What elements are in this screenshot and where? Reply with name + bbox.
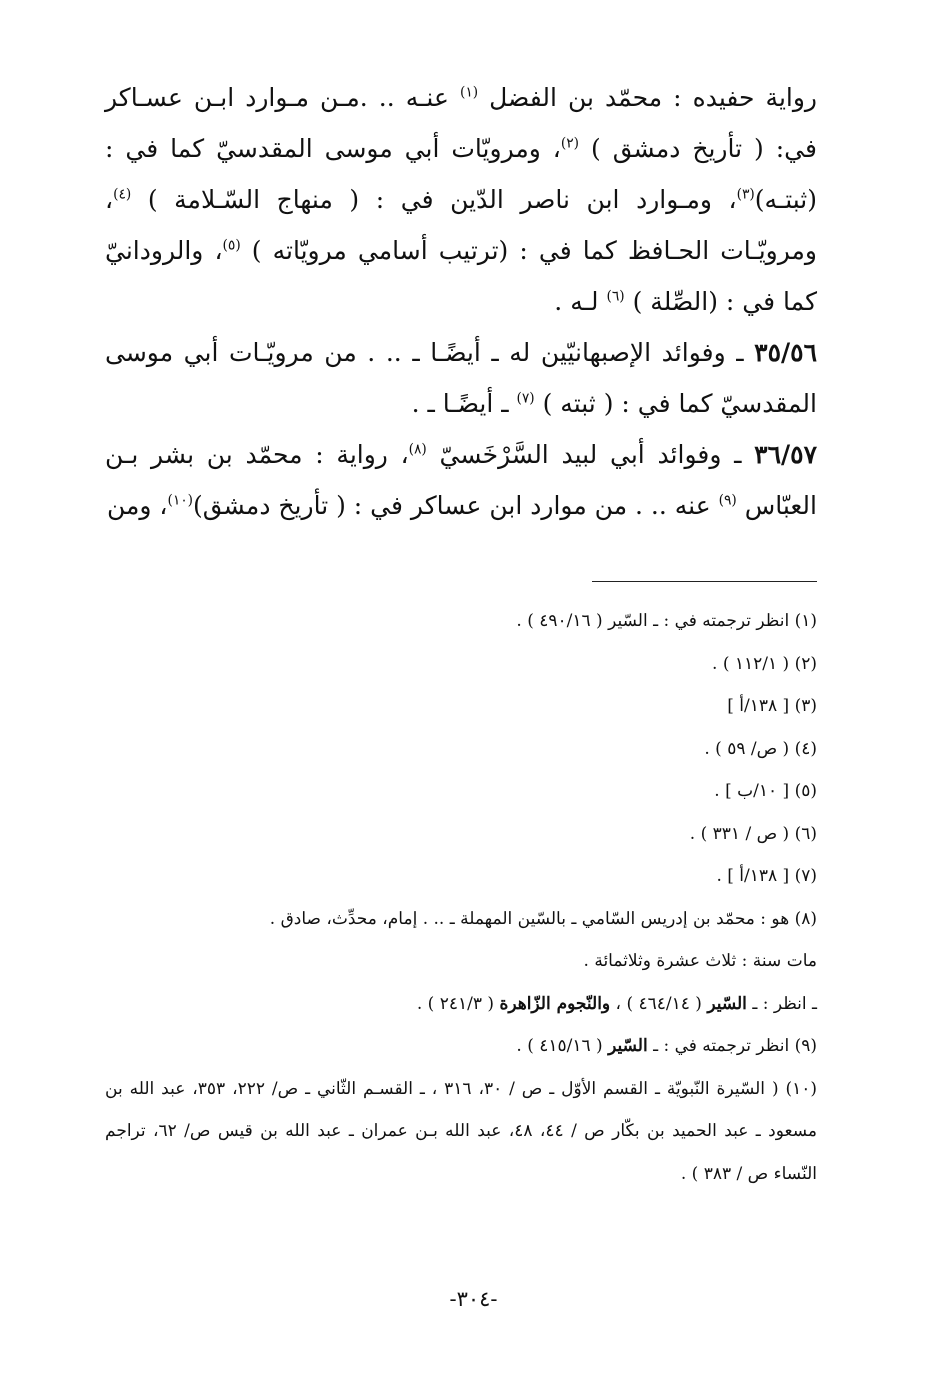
footnote-3: (٣) [ ١٣٨/أ ] <box>727 696 817 716</box>
footnotes <box>105 600 817 1195</box>
footnote-ref-10: (١٠) <box>167 492 194 509</box>
book-title: السّير <box>608 1036 648 1056</box>
footnote-8: (٨) هو : محمّد بن إدريس السّامي ـ بالسّين المهملة ـ .. . إمام، محدِّث، صادق . <box>269 908 817 929</box>
footnote-4: (٤) ( ص/ ٥٩ ) . <box>704 738 817 759</box>
footnote-ref-1: (١) <box>459 84 479 101</box>
paragraph-continuation: رواية حفيده : محمّد بن الفضل $^{(١)}$ عنـه .. .مـن مـوارد ابـن عسـاكر في: ( تأريخ دمشق ) $^{(٢)}$، ومرويّات أبي موسى المقدسيّ كما في : (ثبتـه)$^{(٣)}$، ومـوارد ابن ناصر الدّين في : ( منهاج السّـلامة ) $^{(٤)}$، ومرويّـات الحـافظ كما في : (ترتيب أسامي مرويّاته ) $^{(٥)}$، والرودانيّ كما في : (الصِّلة ) $^{(٦)}$ لـه . <box>105 83 817 316</box>
footnote-ref-9: (٩) <box>718 492 737 509</box>
footnote-7: (٧) [ ١٣٨/أ ] . <box>716 866 817 886</box>
entry-57: ٣٦/٥٧ ـ وفوائد أبي لبيد السَّرْخَسيّ $^{(٨)}$، رواية : محمّد بن بشر بـن العبّاس $^{(٩)}$ عنه .. . من موارد ابن عساكر في : ( تأريخ دمشق)$^{(١٠)}$، ومن <box>105 440 817 520</box>
footnote-ref-3: (٣) <box>736 186 755 203</box>
footnote-ref-7: (٧) <box>516 390 535 407</box>
entry-56: ٣٥/٥٦ ـ وفوائد الإصبهانيّين له ـ أيضًـا ـ .. . من مرويّـات أبي موسى المقدسيّ كما في : ( ثبته ) $^{(٧)}$ ـ أيضًـا ـ . <box>105 338 817 418</box>
entry-number: ٣٦/٥٧ <box>754 440 817 469</box>
main-text <box>105 72 817 531</box>
page-number: -٣٠٤- <box>449 1287 498 1311</box>
footnote-ref-5: (٥) <box>222 237 241 254</box>
footnote-ref-8: (٨) <box>408 441 427 458</box>
footnote-separator <box>592 581 817 582</box>
footnote-1: (١) انظر ترجمته في : ـ السّير ( ٤٩٠/١٦ ) . <box>516 611 817 631</box>
footnote-10: (١٠) ( السّيرة النّبويّة ـ القسم الأوّل ـ ص / ٣٠، ٣١٦ ، ـ القسـم الثّاني ـ ص/ ٢٢٢، ٣٥٣، عبد الله بن مسعود ـ عبد الحميد بن بكّار ص / ٤٤، ٤٨، عبد الله بـن عمران ـ عبد الله بن قيس ص/ ٦٢، تراجم النّساء ص / ٣٨٣ ) . <box>105 1078 818 1184</box>
book-title: والنّجوم الزّاهرة <box>499 993 611 1014</box>
footnote-6: (٦) ( ص / ٣٣١ ) . <box>689 823 817 844</box>
footnote-9: (٩) انظر ترجمته في : ـ السّير ( ٤١٥/١٦ ) . <box>516 1036 817 1056</box>
footnote-ref-6: (٦) <box>606 288 625 305</box>
footnote-2: (٢) ( ١١٢/١ ) . <box>712 653 817 674</box>
footnote-5: (٥) [ ١٠/ب ] . <box>714 781 817 801</box>
footnote-8-line-2: مات سنة : ثلاث عشرة وثلاثمائة . <box>583 951 817 971</box>
entry-number: ٣٥/٥٦ <box>754 338 817 367</box>
footnote-ref-4: (٤) <box>113 186 132 203</box>
book-title: السّير <box>707 993 747 1014</box>
footnote-8-line-3: ـ انظر : ـ السّير ( ٤٦٤/١٤ ) ، والنّجوم الزّاهرة ( ٢٤١/٣ ) . <box>416 993 817 1014</box>
footnote-ref-2: (٢) <box>560 135 579 152</box>
